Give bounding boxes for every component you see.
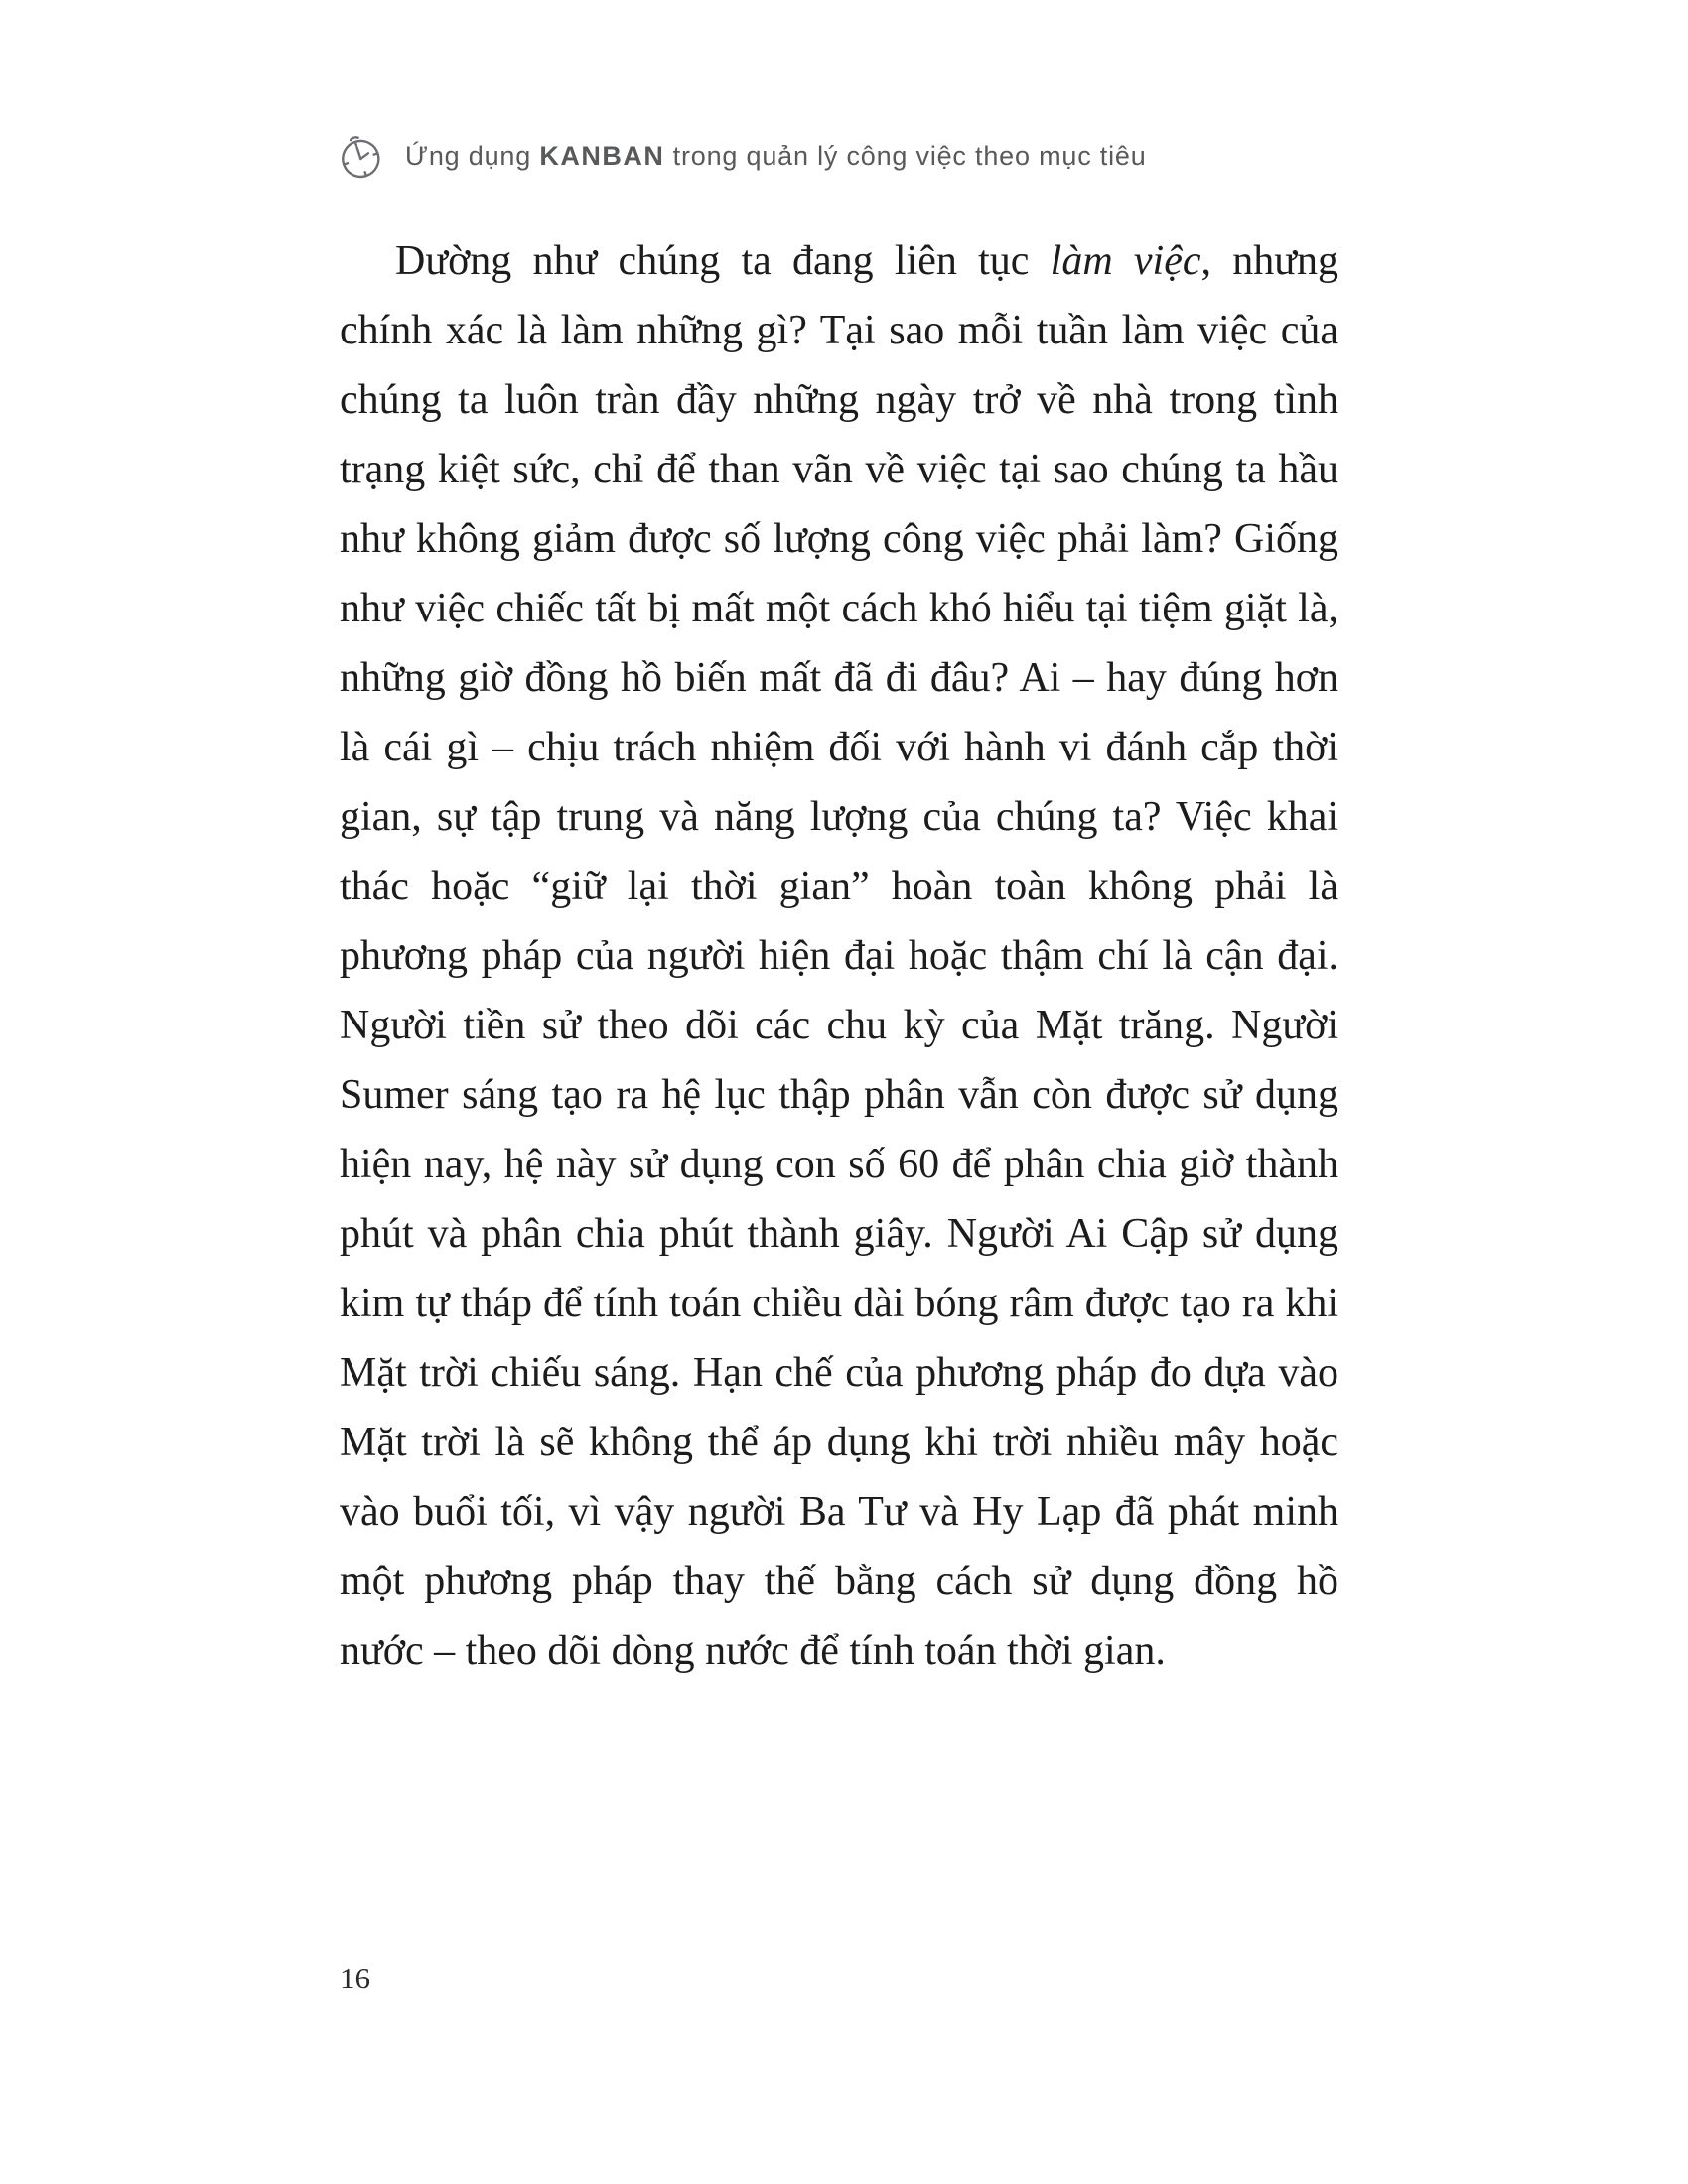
paragraph-lead: Dường như chúng ta đang liên tục <box>395 238 1051 284</box>
running-head-prefix: Ứng dụng <box>405 140 540 171</box>
running-head-brand: KANBAN <box>539 140 665 171</box>
running-head-suffix: trong quản lý công việc theo mục tiêu <box>664 140 1147 171</box>
paragraph-rest: , nhưng chính xác là làm những gì? Tại sao mỗi tuần làm việc của chúng ta luôn tràn đầy những ngày trở về nhà trong tình trạng kiệt sức, chỉ để than vãn về việc tại sao chúng ta hầu như không giảm được số lượng công việc phải làm? Giống như việc chiếc tất bị mất một cách khó hiểu tại tiệm giặt là, những giờ đồng hồ biến mất đã đi đâu? Ai – hay đúng hơn là cái gì – chịu trách nhiệm đối với hành vi đánh cắp thời gian, sự tập trung và năng lượng của chúng ta? Việc khai thác hoặc “giữ lại thời gian” hoàn toàn không phải là phương pháp của người hiện đại hoặc thậm chí là cận đại. Người tiền sử theo dõi các chu kỳ của Mặt trăng. Người Sumer sáng tạo ra hệ lục thập phân vẫn còn được sử dụng hiện nay, hệ này sử dụng con số 60 để phân chia giờ thành phút và phân chia phút thành giây. Người Ai Cập sử dụng kim tự tháp để tính toán chiều dài bóng râm được tạo ra khi Mặt trời chiếu sáng. Hạn chế của phương pháp đo dựa vào Mặt trời là sẽ không thể áp dụng khi trời nhiều mây hoặc vào buổi tối, vì vậy người Ba Tư và Hy Lạp đã phát minh một phương pháp thay thế bằng cách sử dụng đồng hồ nước – theo dõi dòng nước để tính toán thời gian. <box>340 238 1339 1674</box>
paragraph <box>340 226 1338 1686</box>
clock-icon <box>334 129 387 183</box>
running-head-title <box>405 141 1147 172</box>
page-number: 16 <box>340 1961 370 1995</box>
page-header <box>334 129 1356 183</box>
paragraph-emphasis: làm việc <box>1050 238 1201 284</box>
body-text <box>340 226 1338 1686</box>
